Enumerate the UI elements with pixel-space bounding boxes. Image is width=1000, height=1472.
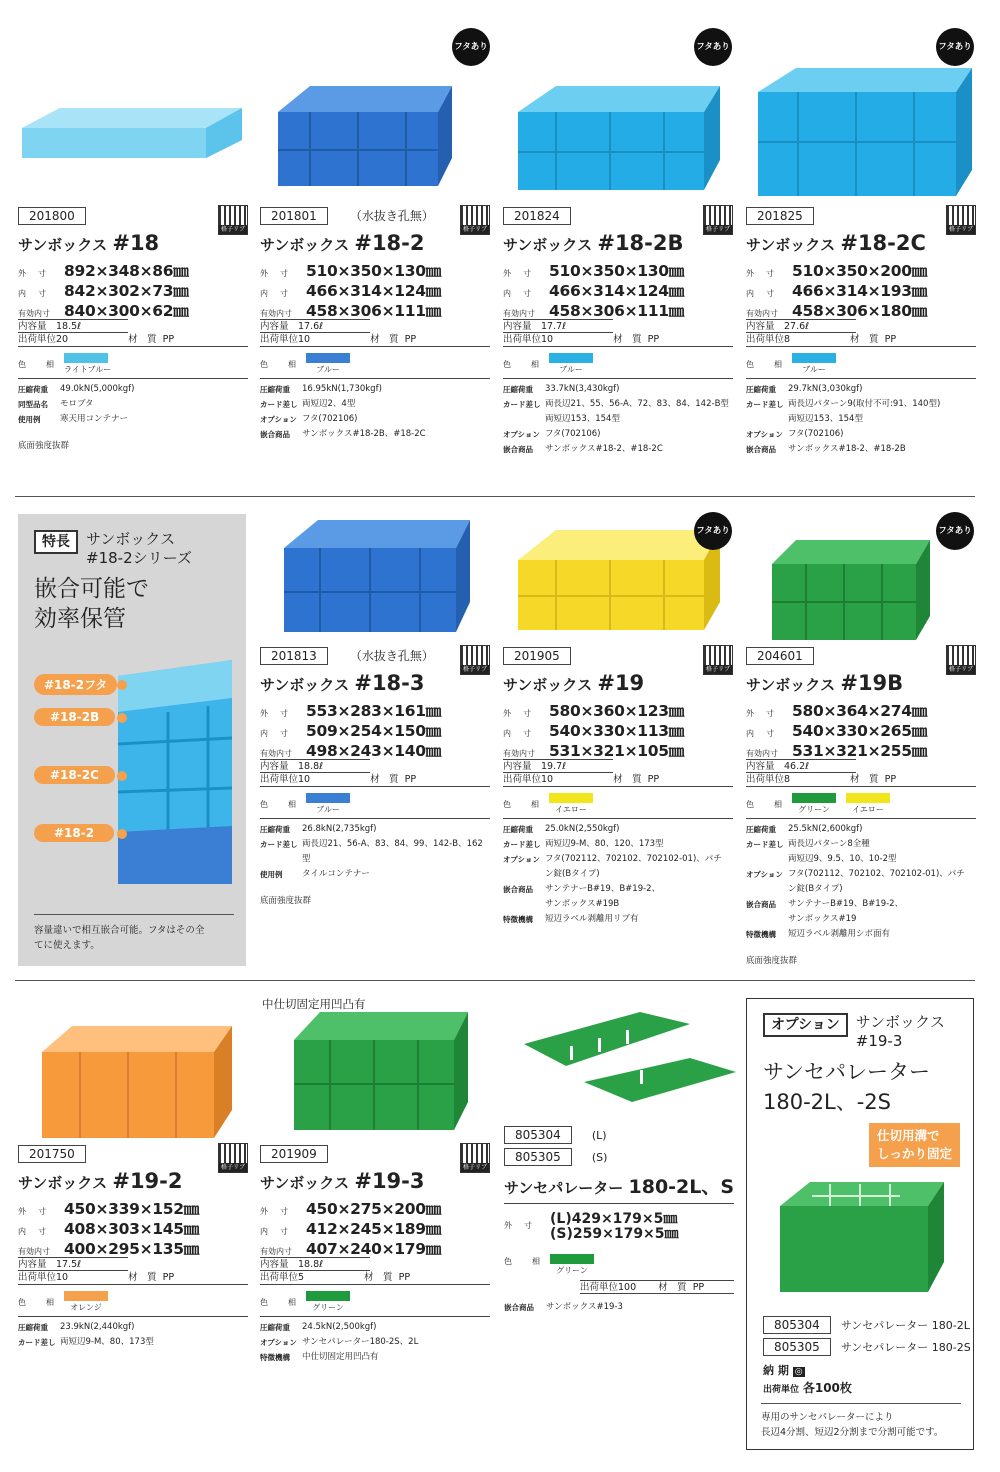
option-headline-2: 180-2L、-2S xyxy=(763,1090,891,1114)
separator-outer-l: (L)429×179×5㎜ xyxy=(550,1211,678,1227)
outer-dimension: 外 寸 553×283×161㎜ xyxy=(260,702,441,720)
grid-rib-icon xyxy=(218,205,248,235)
grid-rib-icon xyxy=(460,1143,490,1173)
info-row: 圧縮荷重 26.8kN(2,735kgf) xyxy=(260,824,377,834)
product-name: サンボックス #18-3 xyxy=(260,671,425,695)
info-row: カード差し 両短辺9-M、80、120、173型 xyxy=(503,839,664,849)
separator-card xyxy=(504,1124,734,1315)
capacity-row: 内容量 46.2ℓ xyxy=(746,759,856,773)
grid-rib-icon xyxy=(946,205,976,235)
grid-rib-icon xyxy=(703,205,733,235)
inner-dimension: 内 寸 466×314×193㎜ xyxy=(746,282,927,300)
option-lead-label: 納 期 xyxy=(763,1364,789,1377)
product-card xyxy=(746,205,976,457)
info-row: 特徴機構 短辺ラベル剥離用リブ有 xyxy=(503,914,639,924)
info-list xyxy=(503,822,733,927)
image-separators xyxy=(524,1012,736,1102)
separator-code-l-suffix: (L) xyxy=(591,1129,607,1142)
color-row: 色 相 ブルー xyxy=(746,353,976,379)
image-204601 xyxy=(772,540,930,640)
inner-dimension: 内 寸 466×314×124㎜ xyxy=(503,282,684,300)
feature-series2: #18-2シリーズ xyxy=(86,549,192,567)
lid-badge: フタあり xyxy=(694,512,732,550)
info-row: カード差し 両長辺パターン8全種 xyxy=(746,839,870,849)
info-row: 圧縮荷重 16.95kN(1,730kgf) xyxy=(260,384,382,394)
callout-18-2B: #18-2B xyxy=(34,708,115,726)
option-tag: オプション xyxy=(763,1013,848,1037)
effective-dimension: 有効内寸 400×295×135㎜ xyxy=(18,1240,199,1258)
feature-desc-2: てに使えます。 xyxy=(34,940,100,951)
info-row: オプション フタ(702112、702102、702102-01)、パチ xyxy=(503,854,722,864)
option-bubble: 仕切用溝で しっかり固定 xyxy=(869,1123,960,1167)
inner-dimension: 内 寸 509×254×150㎜ xyxy=(260,722,441,740)
rib-label: 格子リブ xyxy=(462,666,487,673)
separator-color-swatch: グリーン xyxy=(550,1254,594,1276)
info-list xyxy=(503,382,733,457)
card-footer: 底面強度抜群 xyxy=(746,956,798,966)
info-row: 圧縮荷重 33.7kN(3,430kgf) xyxy=(503,384,620,394)
effective-dimension: 有効内寸 531×321×255㎜ xyxy=(746,742,927,760)
section-divider xyxy=(15,980,975,981)
info-row: 圧縮荷重 24.5kN(2,500kgf) xyxy=(260,1322,377,1332)
product-card xyxy=(746,645,976,966)
option-series2: #19-3 xyxy=(855,1032,903,1050)
separator-nest-label: 嵌合商品 xyxy=(504,1303,534,1312)
info-list xyxy=(260,822,490,882)
outer-dimension: 外 寸 510×350×130㎜ xyxy=(260,262,441,280)
effective-dimension: 有効内寸 407×240×179㎜ xyxy=(260,1240,441,1258)
product-code: 201750 xyxy=(18,1145,86,1163)
color-swatch: イエロー xyxy=(549,793,593,818)
image-201750 xyxy=(42,1026,232,1138)
inner-dimension: 内 寸 412×245×189㎜ xyxy=(260,1220,441,1238)
capacity-row: 内容量 17.6ℓ xyxy=(260,319,370,333)
outer-dimension: 外 寸 450×275×200㎜ xyxy=(260,1200,441,1218)
feature-desc-1: 容量違いで相互嵌合可能。フタはその全 xyxy=(34,925,205,936)
product-code: 201824 xyxy=(503,207,571,225)
callout-18-2: #18-2 xyxy=(34,824,114,842)
color-swatch: グリーン xyxy=(792,793,836,818)
lid-badge: フタあり xyxy=(936,512,974,550)
info-row: カード差し 両長辺パターン9(取付不可:91、140型) xyxy=(746,399,941,409)
product-card xyxy=(503,205,733,457)
product-card xyxy=(260,1143,490,1365)
info-row: 嵌合商品 サンテナーB#19、B#19-2、 xyxy=(746,899,904,909)
option-code-1: 805304 xyxy=(763,1316,831,1334)
capacity-row: 内容量 18.8ℓ xyxy=(260,759,370,773)
separator-outer-s: (S)259×179×5㎜ xyxy=(550,1226,679,1242)
color-swatch: ブルー xyxy=(549,353,593,378)
color-swatch: ブルー xyxy=(792,353,836,378)
rib-label: 格子リブ xyxy=(220,226,245,233)
outer-dimension: 外 寸 450×339×152㎜ xyxy=(18,1200,199,1218)
info-row: 圧縮荷重 49.0kN(5,000kgf) xyxy=(18,384,135,394)
product-card xyxy=(18,1143,248,1350)
effective-dimension: 有効内寸 458×306×111㎜ xyxy=(260,302,441,320)
info-row: オプション フタ(702106) xyxy=(746,429,844,439)
capacity-row: 内容量 18.8ℓ xyxy=(260,1257,370,1271)
product-note: （水抜き孔無） xyxy=(349,209,434,223)
info-row: オプション フタ(702112、702102、702102-01)、パチ xyxy=(746,869,965,879)
grid-rib-icon xyxy=(460,645,490,675)
info-row: 両短辺153、154型 xyxy=(545,414,620,424)
color-row: 色 相 オレンジ xyxy=(18,1291,248,1317)
separator-name: サンセパレーター 180-2L、S xyxy=(504,1172,734,1204)
feature-tag: 特長 xyxy=(34,530,78,554)
info-row: ン錠(Bタイプ) xyxy=(788,884,843,894)
option-name-2: サンセパレーター 180-2S xyxy=(840,1341,971,1354)
caption-19-3: 中仕切固定用凹凸有 xyxy=(262,997,366,1011)
color-row: 色 相 イエロー xyxy=(503,793,733,819)
option-code-2: 805305 xyxy=(763,1338,831,1356)
grid-rib-icon xyxy=(703,645,733,682)
product-name: サンボックス #18-2B xyxy=(503,231,684,255)
info-row: 圧縮荷重 25.5kN(2,600kgf) xyxy=(746,824,863,834)
capacity-row: 内容量 19.7ℓ xyxy=(503,759,613,773)
unit-row: 出荷単位 20 材 質 PP xyxy=(18,333,248,347)
unit-row: 出荷単位 10 材 質 PP xyxy=(260,333,490,347)
color-swatch: ブルー xyxy=(306,793,350,818)
rib-label: 格子リブ xyxy=(462,1164,487,1171)
product-card xyxy=(260,645,490,906)
image-201801 xyxy=(278,86,452,186)
info-row: 特徴機構 短辺ラベル剥離用シボ面有 xyxy=(746,929,891,939)
color-swatch: オレンジ xyxy=(64,1291,108,1316)
separator-code-l: 805304 xyxy=(504,1126,572,1144)
unit-row: 出荷単位 10 材 質 PP xyxy=(503,773,733,787)
grid-rib-icon xyxy=(946,645,976,675)
info-row: 圧縮荷重 29.7kN(3,030kgf) xyxy=(746,384,863,394)
option-unit-label: 出荷単位 xyxy=(763,1385,800,1395)
product-code: 201909 xyxy=(260,1145,328,1163)
info-row: 圧縮荷重 23.9kN(2,440kgf) xyxy=(18,1322,135,1332)
image-201905 xyxy=(518,530,720,630)
info-row: カード差し 両長辺21、56-A、83、84、99、142-B、162型 xyxy=(260,839,483,864)
info-list xyxy=(18,1320,248,1350)
image-201825 xyxy=(758,68,972,196)
inner-dimension: 内 寸 540×330×113㎜ xyxy=(503,722,684,740)
separator-unit-row: 出荷単位 100 材 質 PP xyxy=(580,1280,734,1294)
grid-rib-icon xyxy=(460,205,490,235)
info-row: カード差し 両短辺2、4型 xyxy=(260,399,356,409)
info-list xyxy=(260,1320,490,1365)
image-201800 xyxy=(22,108,242,158)
feature-series: サンボックス xyxy=(86,530,176,548)
product-code: 201905 xyxy=(503,647,571,665)
info-list xyxy=(746,822,976,942)
product-code: 201813 xyxy=(260,647,328,665)
info-row: カード差し 両短辺9-M、80、173型 xyxy=(18,1337,154,1347)
rib-label: 格子リブ xyxy=(948,666,973,673)
unit-row: 出荷単位 10 材 質 PP xyxy=(18,1271,248,1285)
info-row: 嵌合商品 サンボックス#18-2、#18-2C xyxy=(503,444,663,454)
info-row: 両短辺9、9.5、10、10-2型 xyxy=(788,854,897,864)
info-row: 嵌合商品 サンボックス#18-2、#18-2B xyxy=(746,444,906,454)
inner-dimension: 内 寸 408×303×145㎜ xyxy=(18,1220,199,1238)
unit-row: 出荷単位 8 材 質 PP xyxy=(746,333,976,347)
product-code: 201800 xyxy=(18,207,86,225)
product-card xyxy=(18,205,248,451)
color-row: 色 相 ブルー xyxy=(260,353,490,379)
color-row: 色 相 グリーン イエロー xyxy=(746,793,976,819)
info-list xyxy=(746,382,976,457)
info-row: 嵌合商品 サンテナーB#19、B#19-2、 xyxy=(503,884,661,894)
callout-18-2-lid: #18-2フタ xyxy=(34,674,117,695)
info-row: 圧縮荷重 25.0kN(2,550kgf) xyxy=(503,824,620,834)
color-swatch: イエロー xyxy=(846,793,890,818)
image-201813 xyxy=(284,520,470,632)
info-row: 嵌合商品 サンボックス#18-2B、#18-2C xyxy=(260,429,426,439)
separator-outer-label: 外 寸 xyxy=(504,1221,534,1230)
product-code: 204601 xyxy=(746,647,814,665)
inner-dimension: 内 寸 842×302×73㎜ xyxy=(18,282,189,300)
feature-headline-2: 効率保管 xyxy=(34,606,126,632)
info-row: オプション フタ(702106) xyxy=(503,429,601,439)
info-row: 特徴機構 中仕切固定用凹凸有 xyxy=(260,1352,379,1362)
color-swatch: ライトブルー xyxy=(64,353,111,378)
product-code: 201801 xyxy=(260,207,328,225)
unit-row: 出荷単位 8 材 質 PP xyxy=(746,773,976,787)
product-name: サンボックス #19B xyxy=(746,671,904,695)
product-note: （水抜き孔無） xyxy=(349,649,434,663)
section-divider xyxy=(15,496,975,497)
effective-dimension: 有効内寸 840×300×62㎜ xyxy=(18,302,189,320)
separator-code-s-suffix: (S) xyxy=(591,1151,608,1164)
product-name: サンボックス #18 xyxy=(18,231,160,255)
separator-nest-value: サンボックス#19-3 xyxy=(546,1302,623,1312)
product-name: サンボックス #19-2 xyxy=(18,1169,183,1193)
rib-label: 格子リブ一部ベタ xyxy=(705,666,730,682)
option-name-1: サンセパレーター 180-2L xyxy=(840,1319,970,1332)
rib-label: 格子リブ xyxy=(705,226,730,233)
inner-dimension: 内 寸 466×314×124㎜ xyxy=(260,282,441,300)
effective-dimension: 有効内寸 531×321×105㎜ xyxy=(503,742,684,760)
outer-dimension: 外 寸 510×350×200㎜ xyxy=(746,262,927,280)
info-list xyxy=(18,382,248,427)
card-footer: 底面強度抜群 xyxy=(260,896,312,906)
unit-row: 出荷単位 5 材 質 PP xyxy=(260,1271,490,1285)
info-row: サンボックス#19 xyxy=(788,914,857,924)
product-name: サンボックス #19 xyxy=(503,671,645,695)
outer-dimension: 外 寸 580×360×123㎜ xyxy=(503,702,684,720)
inner-dimension: 内 寸 540×330×265㎜ xyxy=(746,722,927,740)
effective-dimension: 有効内寸 498×243×140㎜ xyxy=(260,742,441,760)
effective-dimension: 有効内寸 458×306×180㎜ xyxy=(746,302,927,320)
effective-dimension: 有効内寸 458×306×111㎜ xyxy=(503,302,684,320)
color-swatch: グリーン xyxy=(306,1291,350,1316)
grid-rib-icon xyxy=(218,1143,248,1173)
product-name: サンボックス #19-3 xyxy=(260,1169,425,1193)
info-row: オプション フタ(702106) xyxy=(260,414,358,424)
option-headline-1: サンセパレーター xyxy=(763,1060,930,1084)
unit-row: 出荷単位 10 材 質 PP xyxy=(260,773,490,787)
option-series: サンボックス xyxy=(855,1013,945,1031)
color-row: 色 相 ブルー xyxy=(503,353,733,379)
outer-dimension: 外 寸 892×348×86㎜ xyxy=(18,262,189,280)
product-code: 201825 xyxy=(746,207,814,225)
color-swatch: ブルー xyxy=(306,353,350,378)
capacity-row: 内容量 17.7ℓ xyxy=(503,319,613,333)
lid-badge: フタあり xyxy=(936,28,974,66)
option-lead-mark: ◎ xyxy=(794,1367,803,1377)
feature-box xyxy=(18,514,246,966)
rib-label: 格子リブ xyxy=(948,226,973,233)
unit-row: 出荷単位 10 材 質 PP xyxy=(503,333,733,347)
option-desc-2: 長辺4分割、短辺2分割まで分割可能です。 xyxy=(761,1427,944,1438)
option-box xyxy=(746,998,974,1450)
lid-badge: フタあり xyxy=(694,28,732,66)
outer-dimension: 外 寸 510×350×130㎜ xyxy=(503,262,684,280)
info-row: 両短辺153、154型 xyxy=(788,414,863,424)
info-row: 使用例 寒天用コンテナー xyxy=(18,414,129,424)
color-row: 色 相 ブルー xyxy=(260,793,490,819)
product-name: サンボックス #18-2 xyxy=(260,231,425,255)
info-row: 同型品名 モロブタ xyxy=(18,399,94,409)
rib-label: 格子リブ xyxy=(462,226,487,233)
info-list xyxy=(260,382,490,442)
info-row: オプション サンセパレーター180-2S、2L xyxy=(260,1337,419,1347)
option-desc-1: 専用のサンセパレーターにより xyxy=(761,1412,894,1423)
info-row: ン錠(Bタイプ) xyxy=(545,869,600,879)
feature-headline-1: 嵌合可能で xyxy=(34,576,149,602)
info-row: サンボックス#19B xyxy=(545,899,620,909)
separator-color-label: 色 相 xyxy=(504,1257,546,1266)
capacity-row: 内容量 17.5ℓ xyxy=(18,1257,128,1271)
image-201824 xyxy=(518,86,720,190)
rib-label: 格子リブ xyxy=(220,1164,245,1171)
callout-18-2C: #18-2C xyxy=(34,766,115,784)
color-row: 色 相 グリーン xyxy=(260,1291,490,1317)
product-card xyxy=(503,645,733,927)
option-unit-value: 各100枚 xyxy=(802,1381,852,1395)
separator-code-s: 805305 xyxy=(504,1148,572,1166)
product-card xyxy=(260,205,490,442)
capacity-row: 内容量 18.5ℓ xyxy=(18,319,128,333)
outer-dimension: 外 寸 580×364×274㎜ xyxy=(746,702,927,720)
image-201909 xyxy=(294,1012,468,1130)
capacity-row: 内容量 27.6ℓ xyxy=(746,319,856,333)
info-row: カード差し 両長辺21、55、56-A、72、83、84、142-B型 xyxy=(503,399,729,409)
lid-badge: フタあり xyxy=(452,28,490,66)
color-row: 色 相 ライトブルー xyxy=(18,353,248,379)
info-row: 使用例 タイルコンテナー xyxy=(260,869,370,879)
card-footer: 底面強度抜群 xyxy=(18,441,70,451)
product-name: サンボックス #18-2C xyxy=(746,231,926,255)
